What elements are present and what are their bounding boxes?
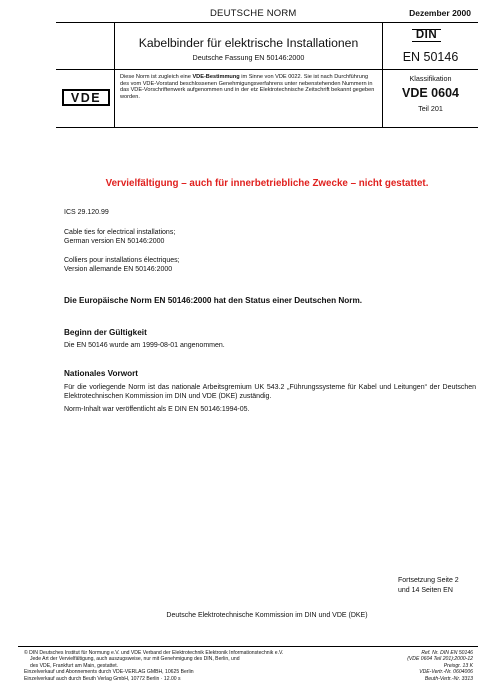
english-title-line-2: German version EN 50146:2000 xyxy=(64,238,165,245)
vde-logo-text: VDE xyxy=(70,91,102,105)
national-foreword-paragraph: Für die vorliegende Norm ist das nationale Arbeitsgremium UK 543.2 „Führungssysteme für Kabel und Leitungen“ der Deutschen Elektrotechnischen Kommission im DIN und VDE (DKE) zuständig. xyxy=(64,384,476,400)
reproduction-warning: Vervielfältigung – auch für innerbetriebliche Zwecke – nicht gestattet. xyxy=(105,178,429,189)
vde-determination-note xyxy=(120,74,378,100)
publication-date: Dezember 2000 xyxy=(409,8,471,18)
reference-line: (VDE 0604 Teil 201):2000-12 xyxy=(407,656,473,663)
title-block-bottom-rule xyxy=(56,127,478,128)
english-title-line-1: Cable ties for electrical installations; xyxy=(64,229,176,236)
reference-line: Preisgr. 13 K xyxy=(443,662,473,669)
copyright-block xyxy=(24,650,283,682)
status-statement: Die Europäische Norm EN 50146:2000 hat den Status einer Deutschen Norm. xyxy=(64,296,363,305)
copyright-line: © DIN Deutsches Institut für Normung e.V. und VDE Verband der Elektrotechnik Elektronik Informationstechnik e.V. xyxy=(24,650,284,656)
document-subtitle: Deutsche Fassung EN 50146:2000 xyxy=(192,53,305,62)
draft-publication-note: Norm-Inhalt war veröffentlicht als E DIN EN 50146:1994-05. xyxy=(64,406,250,413)
reference-block xyxy=(407,650,473,682)
copyright-line: Jede Art der Vervielfältigung, auch auszugsweise, nur mit Genehmigung des DIN, Berlin, und xyxy=(30,656,240,663)
vde-part: Teil 201 xyxy=(418,104,443,113)
standard-type: DEUTSCHE NORM xyxy=(210,8,297,19)
national-foreword-heading: Nationales Vorwort xyxy=(64,369,139,378)
french-title-line-2: Version allemande EN 50146:2000 xyxy=(64,266,173,273)
title-block-top-rule xyxy=(56,22,478,23)
ics-code: ICS 29.120.99 xyxy=(64,209,109,216)
classification-label: Klassifikation xyxy=(409,74,452,83)
title-block-mid-rule xyxy=(56,69,478,70)
footer-rule xyxy=(18,646,478,647)
copyright-line: des VDE, Frankfurt am Main, gestattet. xyxy=(30,662,119,669)
document-title: Kabelbinder für elektrische Installationen xyxy=(138,36,359,50)
reference-line: Beuth-Vertr.-Nr. 3313 xyxy=(424,675,473,682)
din-logo-text: DIN xyxy=(415,29,438,41)
din-logo xyxy=(412,29,441,42)
continuation-line-1: Fortsetzung Seite 2 xyxy=(398,577,459,584)
commission-name: Deutsche Elektrotechnische Kommission im DIN und VDE (DKE) xyxy=(166,612,368,619)
validity-heading: Beginn der Gültigkeit xyxy=(64,328,147,337)
vde-note-bold: VDE-Bestimmung xyxy=(192,74,240,80)
vde-number: VDE 0604 xyxy=(402,86,459,100)
french-title-line-1: Colliers pour installations électriques; xyxy=(64,257,180,264)
continuation-line-2: und 14 Seiten EN xyxy=(398,587,453,594)
reference-line: VDE-Vertr.-Nr. 0604006 xyxy=(419,669,473,676)
norm-number: EN 50146 xyxy=(402,50,459,64)
copyright-line: Einzelverkauf auch durch Beuth Verlag GmbH, 10772 Berlin · 12.00 s xyxy=(24,675,181,682)
vde-logo xyxy=(62,89,110,106)
copyright-line: Einzelverkauf und Abonnements durch VDE-VERLAG GMBH, 10625 Berlin xyxy=(24,669,194,676)
vde-note-prefix: Diese Norm ist zugleich eine xyxy=(120,74,193,80)
reference-line: Ref. Nr. DIN EN 50146 xyxy=(421,650,473,656)
vde-note-rest: im Sinne von VDE 0022. Sie ist nach Durchführung des vom VDE-Vorstand beschlossenen Genehmigungsverfahrens unter nebenstehenden Nummern in das VDE-Vorschriftenwerk aufgenommen und in der etz Elektrotechnische Zeitschrift bekannt gegeben worden. xyxy=(120,74,375,100)
validity-text: Die EN 50146 wurde am 1999-08-01 angenommen. xyxy=(64,342,225,349)
